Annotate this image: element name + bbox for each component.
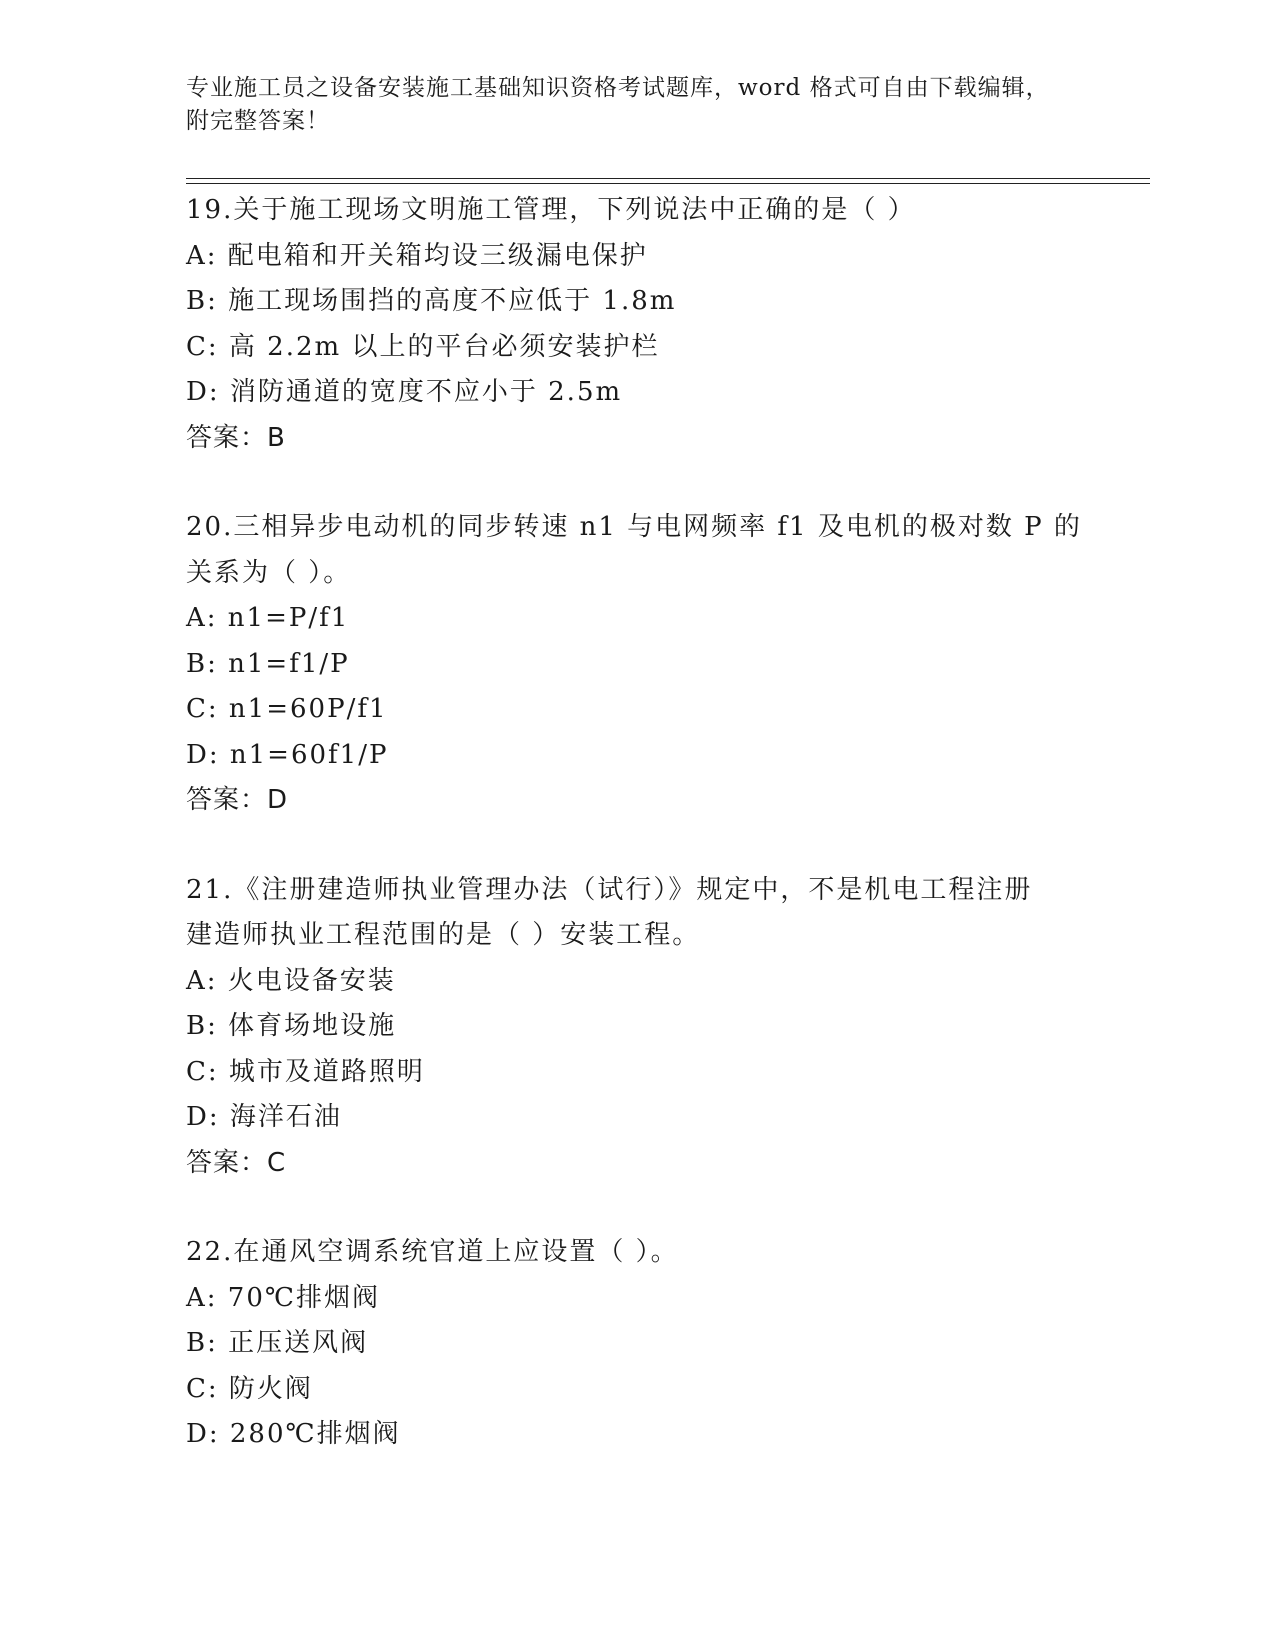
header-line-1: 专业施工员之设备安装施工基础知识资格考试题库，word 格式可自由下载编辑， xyxy=(186,75,1050,101)
question-stem-line-1: 20.三相异步电动机的同步转速 n1 与电网频率 f1 及电机的极对数 P 的 xyxy=(186,512,1082,542)
answer-label: 答案：D xyxy=(186,785,289,815)
question-21 xyxy=(186,868,1086,1187)
option-b: B: 施工现场围挡的高度不应低于 1.8m xyxy=(186,286,677,316)
question-stem-line-1: 21.《注册建造师执业管理办法（试行）》规定中，不是机电工程注册 xyxy=(186,874,1033,905)
header-double-rule xyxy=(186,178,1150,184)
option-a: A: n1=P/f1 xyxy=(186,603,350,633)
question-22 xyxy=(186,1230,1086,1458)
option-d: D: 消防通道的宽度不应小于 2.5m xyxy=(186,377,623,407)
option-c: C: 防火阀 xyxy=(186,1373,313,1404)
header-line-2: 附完整答案！ xyxy=(186,108,330,134)
option-a: A: 70℃排烟阀 xyxy=(186,1282,380,1313)
question-19 xyxy=(186,188,1086,461)
option-b: B: 正压送风阀 xyxy=(186,1328,369,1358)
option-a: A: 配电箱和开关箱均设三级漏电保护 xyxy=(186,240,648,271)
question-stem: 22.在通风空调系统官道上应设置（ ）。 xyxy=(186,1237,679,1267)
option-a: A: 火电设备安装 xyxy=(186,965,396,996)
option-c: C: n1=60P/f1 xyxy=(186,694,388,724)
answer-label: 答案：C xyxy=(186,1147,287,1178)
option-b: B: n1=f1/P xyxy=(186,648,350,679)
option-c: C: 城市及道路照明 xyxy=(186,1056,425,1087)
option-d: D: n1=60f1/P xyxy=(186,739,389,770)
option-c: C: 高 2.2m 以上的平台必须安装护栏 xyxy=(186,331,660,362)
answer-label: 答案：B xyxy=(186,422,286,453)
question-stem: 19.关于施工现场文明施工管理，下列说法中正确的是（ ） xyxy=(186,195,916,225)
option-d: D: 海洋石油 xyxy=(186,1102,342,1132)
document-header xyxy=(186,72,1086,138)
question-20 xyxy=(186,505,1086,824)
question-list xyxy=(186,188,1086,1502)
option-b: B: 体育场地设施 xyxy=(186,1011,397,1041)
question-stem-line-2: 关系为（ ）。 xyxy=(186,557,352,588)
option-d: D: 280℃排烟阀 xyxy=(186,1419,401,1449)
question-stem-line-2: 建造师执业工程范围的是（ ）安装工程。 xyxy=(186,920,701,950)
